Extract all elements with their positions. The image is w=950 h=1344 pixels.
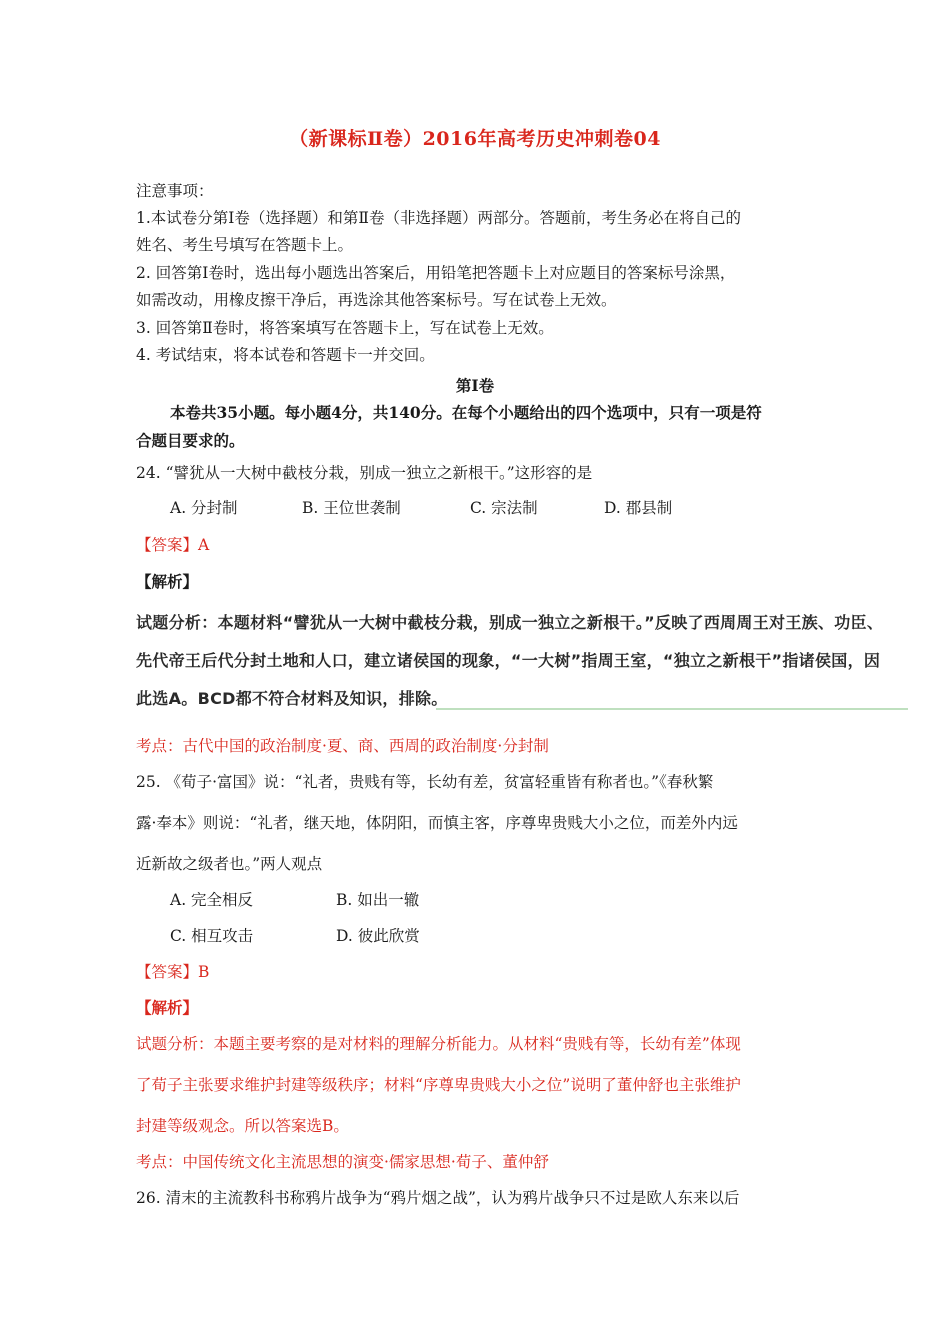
q25-analysis-line: 试题分析：本题主要考察的是对材料的理解分析能力。从材料“贵贱有等，长幼有差”体现 bbox=[136, 1035, 741, 1053]
q25-analysis-label: 【解析】 bbox=[136, 998, 199, 1017]
notice-line: 3. 回答第Ⅱ卷时，将答案填写在答题卡上，写在试卷上无效。 bbox=[136, 319, 554, 337]
image-bottom-rule bbox=[436, 708, 908, 710]
q24-option-a: A. 分封制 bbox=[170, 499, 238, 517]
q24-analysis-label: 【解析】 bbox=[136, 572, 199, 591]
q24-option-c: C. 宗法制 bbox=[470, 499, 538, 517]
q25-answer: 【答案】B bbox=[136, 963, 210, 981]
q24-analysis-image bbox=[136, 598, 908, 712]
notice-line: 4. 考试结束，将本试卷和答题卡一并交回。 bbox=[136, 346, 435, 364]
notice-heading: 注意事项： bbox=[136, 182, 214, 200]
q25-option-c: C. 相互攻击 bbox=[170, 927, 254, 945]
q24-point: 考点：古代中国的政治制度·夏、商、西周的政治制度·分封制 bbox=[136, 737, 549, 755]
section-heading: 第Ⅰ卷 bbox=[455, 376, 495, 395]
document-title: （新课标Ⅱ卷）2016年高考历史冲刺卷04 bbox=[289, 128, 661, 150]
question-25-stem: 25. 《荀子·富国》说：“礼者，贵贱有等，长幼有差，贫富轻重皆有称者也。”《春秋繁 bbox=[136, 773, 714, 791]
q24-analysis-line: 先代帝王后代分封土地和人口，建立诸侯国的现象，“一大树”指周王室，“独立之新根干”指诸侯国，因 bbox=[136, 651, 881, 670]
q25-analysis-line: 封建等级观念。所以答案选B。 bbox=[136, 1117, 349, 1135]
q24-option-b: B. 王位世袭制 bbox=[302, 499, 401, 517]
notice-line: 如需改动，用橡皮擦干净后，再选涂其他答案标号。写在试卷上无效。 bbox=[136, 291, 617, 309]
section-intro: 本卷共35小题。每小题4分，共140分。在每个小题给出的四个选项中，只有一项是符 bbox=[170, 403, 762, 422]
q25-point: 考点：中国传统文化主流思想的演变·儒家思想·荀子、董仲舒 bbox=[136, 1153, 549, 1171]
q24-analysis-line: 此选A。BCD都不符合材料及知识，排除。 bbox=[136, 689, 448, 708]
q25-option-b: B. 如出一辙 bbox=[336, 891, 420, 909]
notice-line: 姓名、考生号填写在答题卡上。 bbox=[136, 236, 354, 254]
q25-analysis-line: 了荀子主张要求维护封建等级秩序；材料“序尊卑贵贱大小之位”说明了董仲舒也主张维护 bbox=[136, 1076, 741, 1094]
question-26-stem: 26. 清末的主流教科书称鸦片战争为“鸦片烟之战”，认为鸦片战争只不过是欧人东来以后 bbox=[136, 1189, 740, 1207]
q24-analysis-line: 试题分析：本题材料“譬犹从一大树中截枝分栽，别成一独立之新根干。”反映了西周周王对王族、功臣、 bbox=[136, 613, 884, 632]
question-24-stem: 24. “譬犹从一大树中截枝分栽，别成一独立之新根干。”这形容的是 bbox=[136, 464, 593, 482]
q25-option-d: D. 彼此欣赏 bbox=[336, 927, 420, 945]
question-25-stem: 近新故之级者也。”两人观点 bbox=[136, 855, 323, 873]
q25-option-a: A. 完全相反 bbox=[170, 891, 254, 909]
section-intro: 合题目要求的。 bbox=[136, 431, 245, 450]
q24-answer: 【答案】A bbox=[136, 536, 210, 554]
question-25-stem: 露·奉本》则说：“礼者，继天地，体阴阳，而慎主客，序尊卑贵贱大小之位，而差外内远 bbox=[136, 814, 738, 832]
notice-line: 1.本试卷分第Ⅰ卷（选择题）和第Ⅱ卷（非选择题）两部分。答题前，考生务必在将自己的 bbox=[136, 209, 741, 227]
notice-line: 2. 回答第Ⅰ卷时，选出每小题选出答案后，用铅笔把答题卡上对应题目的答案标号涂黑， bbox=[136, 264, 736, 282]
q24-option-d: D. 郡县制 bbox=[604, 499, 673, 517]
